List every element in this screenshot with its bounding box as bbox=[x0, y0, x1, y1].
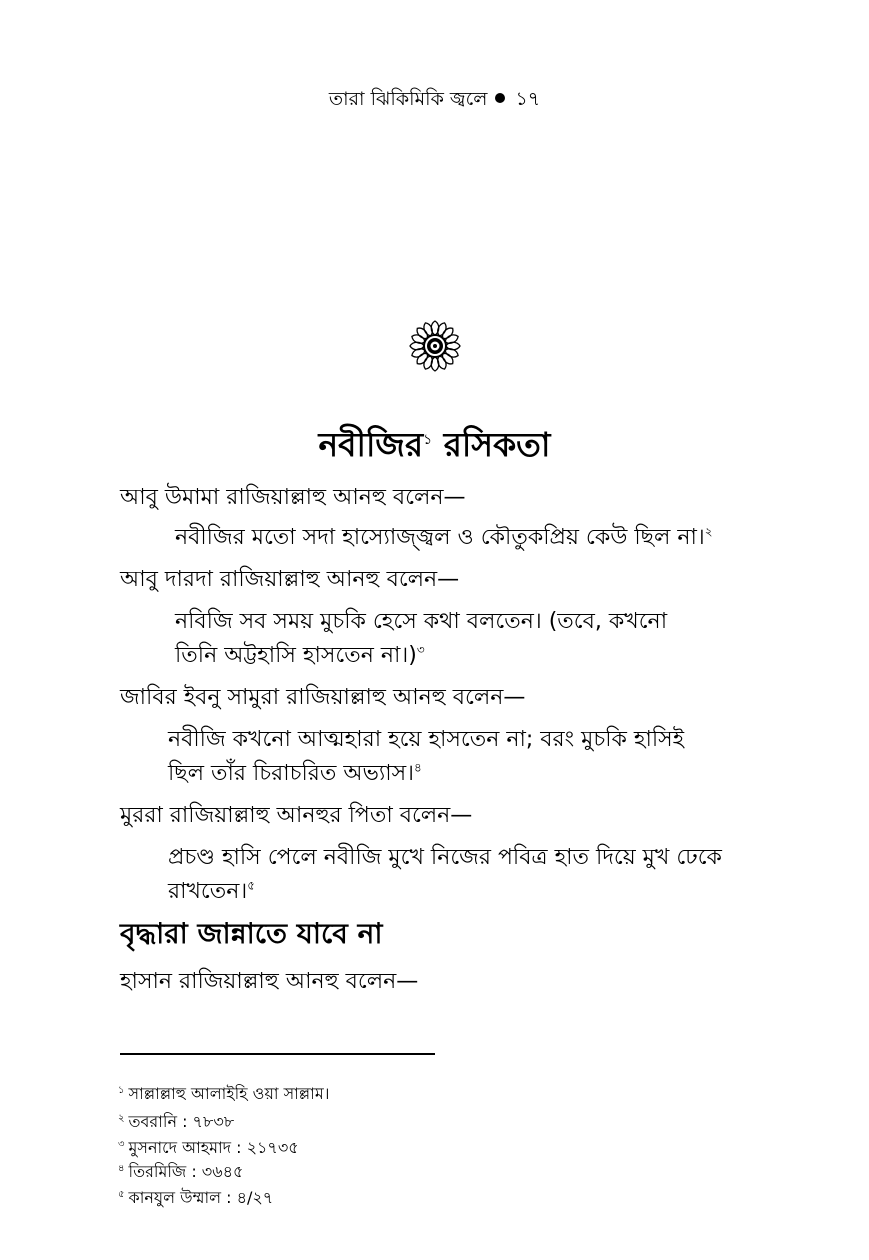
footnote bbox=[118, 1160, 243, 1184]
footnote bbox=[118, 1186, 273, 1210]
footnote-number: ৫ bbox=[118, 1188, 125, 1200]
narrator-line: হাসান রাজিয়াল্লাহু আনহু বলেন— bbox=[120, 969, 419, 994]
footnote-text: সাল্লাল্লাহু আলাইহি ওয়া সাল্লাম। bbox=[128, 1084, 330, 1103]
footnote-divider bbox=[120, 1053, 435, 1055]
footnote-number: ৪ bbox=[118, 1162, 125, 1174]
footnote-text: তিরমিজি : ৩৬৪৫ bbox=[128, 1162, 244, 1181]
page-number: ১৭ bbox=[515, 88, 541, 110]
narrator-line: মুররা রাজিয়াল্লাহু আনহুর পিতা বলেন— bbox=[120, 803, 473, 828]
hadith-text: নবীজির মতো সদা হাস্যোজ্জ্বল ও কৌতুকপ্রিয় কেউ ছিল না।$^২$ bbox=[175, 524, 713, 550]
footnote-ref: ২ bbox=[704, 524, 713, 539]
footnote-number: ১ bbox=[118, 1084, 125, 1096]
flower-ornament-icon bbox=[408, 319, 462, 373]
chapter-title: নবীজির$^১$ রসিকতা bbox=[318, 425, 551, 464]
footnote-ref: ১ bbox=[423, 432, 433, 448]
section-heading: বৃদ্ধারা জান্নাতে যাবে না bbox=[120, 917, 383, 950]
running-title: তারা ঝিকিমিকি জ্বলে bbox=[328, 88, 488, 110]
footnote-ref: ৩ bbox=[416, 642, 425, 657]
footnote bbox=[118, 1136, 299, 1160]
narrator-line: আবু দারদা রাজিয়াল্লাহু আনহু বলেন— bbox=[120, 567, 460, 592]
hadith-text: তিনি অট্টহাসি হাসতেন না।)$^৩$ bbox=[175, 642, 425, 668]
bullet-separator bbox=[495, 93, 505, 103]
footnote-number: ২ bbox=[118, 1112, 125, 1124]
hadith-text: ছিল তাঁর চিরাচরিত অভ্যাস।$^৪$ bbox=[168, 760, 422, 786]
footnote-text: মুসনাদে আহমাদ : ২১৭৩৫ bbox=[128, 1138, 299, 1157]
hadith-text: নবিজি সব সময় মুচকি হেসে কথা বলতেন। (তবে, কখনো bbox=[175, 609, 668, 634]
footnote-ref: ৫ bbox=[247, 878, 256, 893]
narrator-line: আবু উমামা রাজিয়াল্লাহু আনহু বলেন— bbox=[120, 485, 466, 510]
footnote-ref: ৪ bbox=[414, 760, 422, 775]
footnote-number: ৩ bbox=[118, 1138, 125, 1150]
running-header bbox=[0, 84, 869, 114]
footnote bbox=[118, 1110, 234, 1134]
hadith-text: প্রচণ্ড হাসি পেলে নবীজি মুখে নিজের পবিত্র হাত দিয়ে মুখ ঢেকে bbox=[168, 845, 722, 870]
footnote bbox=[118, 1082, 329, 1106]
hadith-text: রাখতেন।$^৫$ bbox=[168, 878, 256, 904]
footnote-text: তবরানি : ৭৮৩৮ bbox=[128, 1112, 235, 1131]
narrator-line: জাবির ইবনু সামুরা রাজিয়াল্লাহু আনহু বলেন— bbox=[120, 685, 526, 710]
footnote-text: কানযুল উম্মাল : ৪/২৭ bbox=[128, 1188, 274, 1207]
hadith-text: নবীজি কখনো আত্মহারা হয়ে হাসতেন না; বরং মুচকি হাসিই bbox=[168, 727, 685, 752]
